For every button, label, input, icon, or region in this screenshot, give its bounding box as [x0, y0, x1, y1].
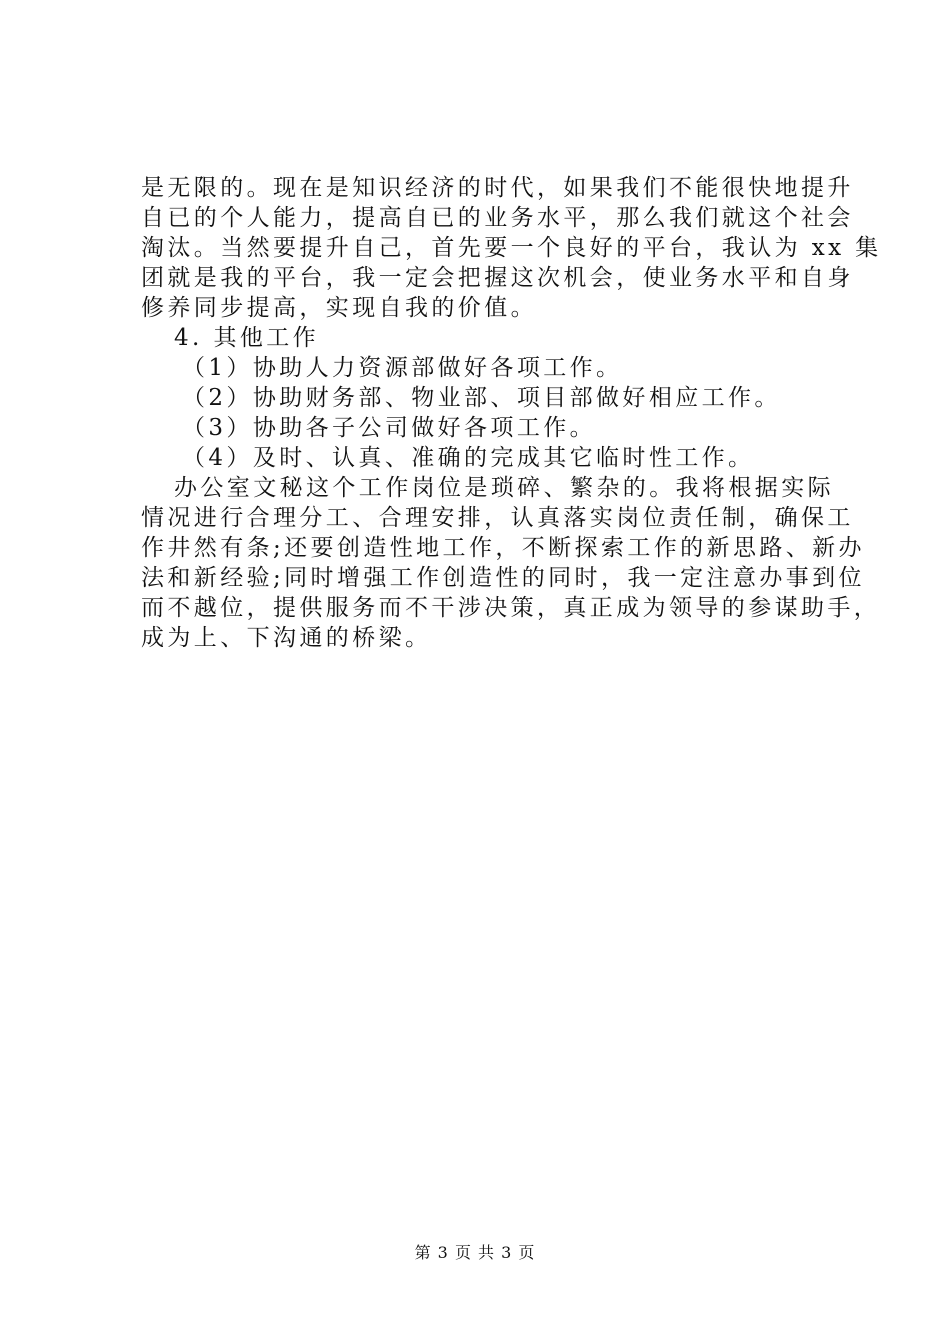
- text-line: 自已的个人能力，提高自已的业务水平，那么我们就这个社会: [141, 205, 854, 231]
- text-line: 淘汰。当然要提升自己，首先要一个良好的平台，我认为 xx 集: [141, 235, 882, 261]
- list-item: （1）协助人力资源部做好各项工作。: [182, 355, 623, 381]
- text-line: 作井然有条;还要创造性地工作，不断探索工作的新思路、新办: [141, 535, 865, 561]
- list-item: （3）协助各子公司做好各项工作。: [182, 415, 597, 441]
- text-line: 是无限的。现在是知识经济的时代，如果我们不能很快地提升: [141, 175, 854, 201]
- text-line: 办公室文秘这个工作岗位是琐碎、繁杂的。我将根据实际: [174, 475, 834, 501]
- paragraph-continuation: [141, 173, 882, 323]
- text-line: 法和新经验;同时增强工作创造性的同时，我一定注意办事到位: [141, 565, 865, 591]
- list-item: （2）协助财务部、物业部、项目部做好相应工作。: [182, 385, 781, 411]
- paragraph-closing: [141, 473, 881, 653]
- text-line: 团就是我的平台，我一定会把握这次机会，使业务水平和自身: [141, 265, 854, 291]
- text-line: 成为上、下沟通的桥梁。: [141, 625, 432, 651]
- document-body: [141, 173, 882, 653]
- list-item: （4）及时、认真、准确的完成其它临时性工作。: [182, 445, 755, 471]
- text-line: 修养同步提高，实现自我的价值。: [141, 295, 537, 321]
- page-footer: 第 3 页 共 3 页: [414, 1243, 536, 1262]
- text-line: 情况进行合理分工、合理安排，认真落实岗位责任制，确保工: [141, 505, 854, 531]
- text-line: 而不越位，提供服务而不干涉决策，真正成为领导的参谋助手，: [141, 595, 881, 621]
- section-heading: 4. 其他工作: [174, 325, 320, 351]
- section-other-work: [141, 323, 841, 473]
